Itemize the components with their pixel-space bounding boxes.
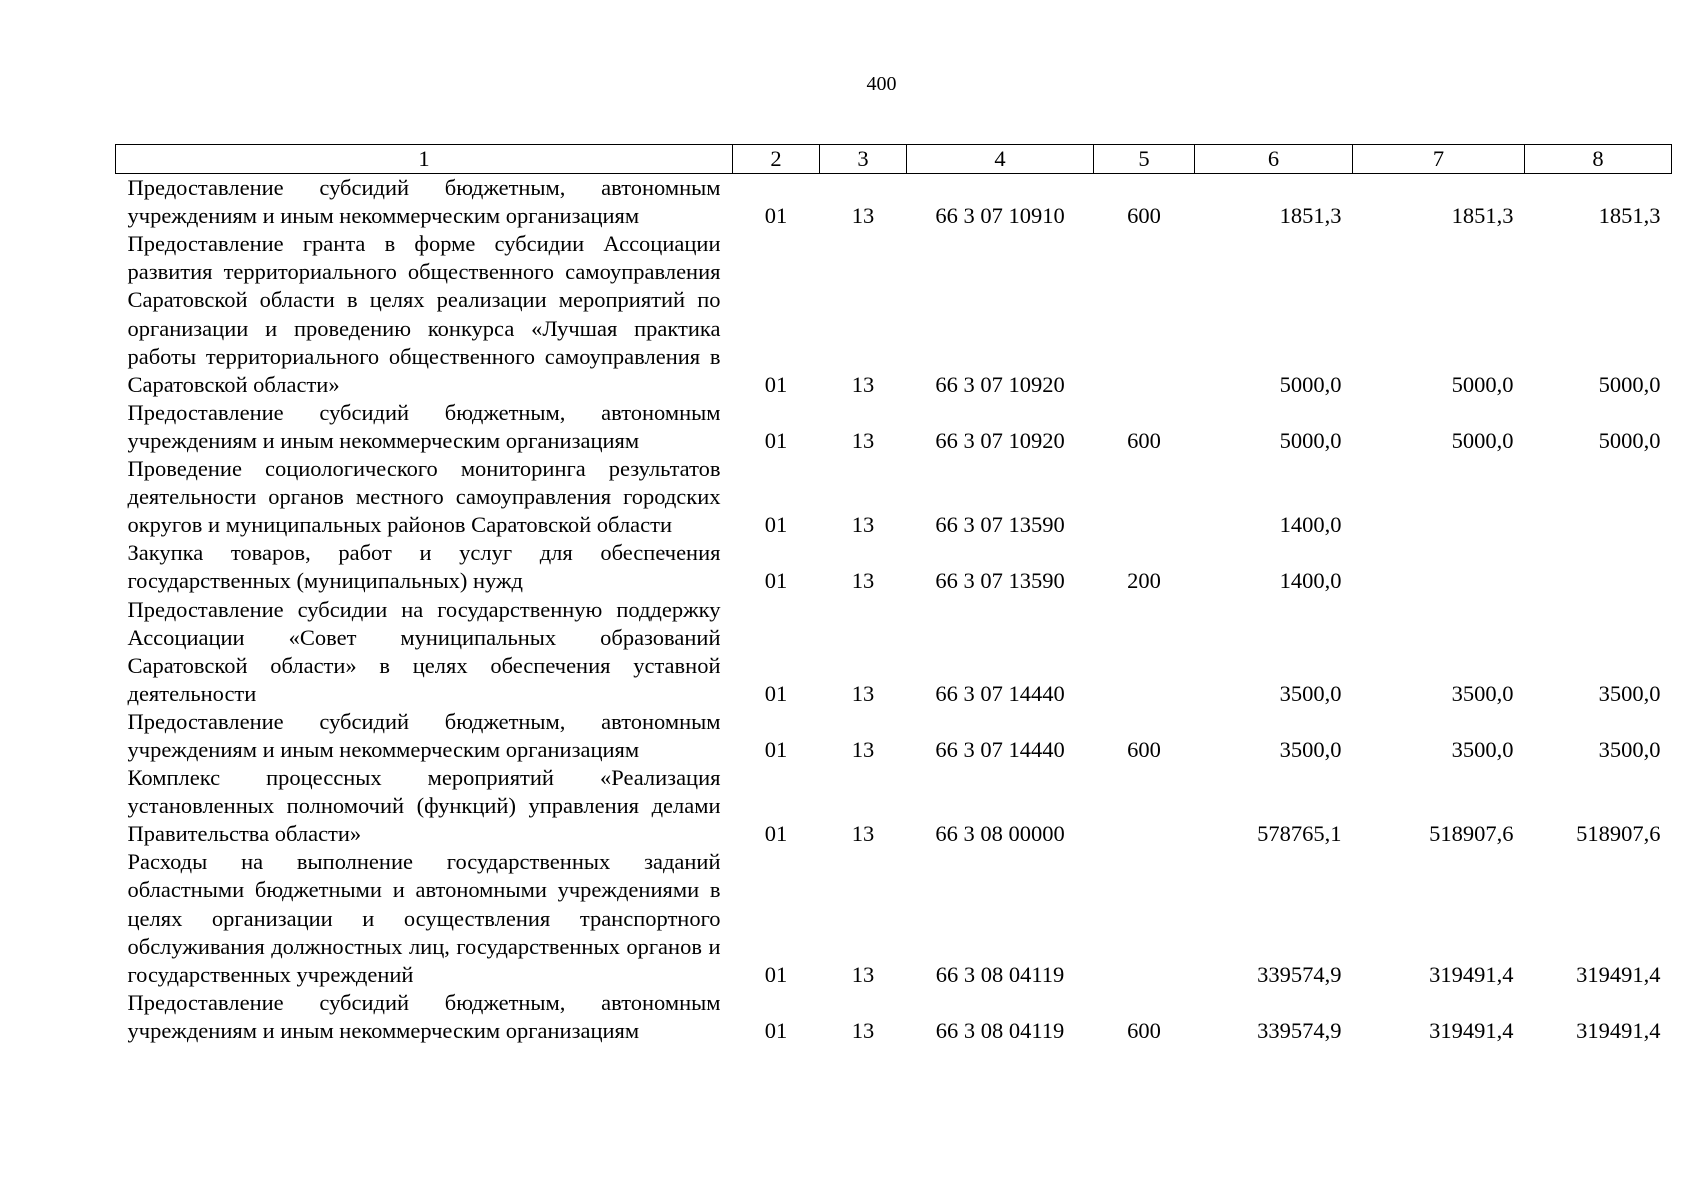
amount-year-3-cell: 5000,0 bbox=[1598, 371, 1661, 397]
column-header: 7 bbox=[1353, 145, 1525, 174]
table-row bbox=[116, 764, 1672, 848]
subsection-code-cell: 13 bbox=[851, 427, 875, 453]
table-row bbox=[116, 596, 1672, 708]
amount-year-3-cell bbox=[1525, 455, 1672, 539]
subsection-code-cell: 13 bbox=[851, 680, 875, 706]
amount-year-3-cell: 319491,4 bbox=[1576, 961, 1661, 987]
table-row bbox=[116, 399, 1672, 455]
expense-type-cell: 600 bbox=[1127, 203, 1161, 229]
table-row bbox=[116, 848, 1672, 988]
row-name-cell: Комплекс процессных мероприятий «Реализация установленных полномочий (функций) управления делами Правительства области» bbox=[127, 765, 721, 847]
target-article-cell: 66 3 07 14440 bbox=[935, 680, 1065, 706]
target-article-cell: 66 3 07 10920 bbox=[935, 371, 1065, 397]
section-code-cell: 01 bbox=[764, 821, 788, 847]
amount-year-2-cell bbox=[1353, 455, 1525, 539]
subsection-code-cell: 13 bbox=[851, 371, 875, 397]
subsection-code-cell: 13 bbox=[851, 821, 875, 847]
column-header: 1 bbox=[116, 145, 733, 174]
target-article-cell: 66 3 07 13590 bbox=[935, 512, 1065, 538]
section-code-cell: 01 bbox=[764, 568, 788, 594]
amount-year-3-cell: 518907,6 bbox=[1576, 821, 1661, 847]
amount-year-1-cell: 578765,1 bbox=[1257, 821, 1342, 847]
amount-year-1-cell: 1400,0 bbox=[1279, 512, 1342, 538]
table-row bbox=[116, 174, 1672, 231]
column-header: 5 bbox=[1094, 145, 1195, 174]
amount-year-1-cell: 5000,0 bbox=[1279, 427, 1342, 453]
table-row bbox=[116, 455, 1672, 539]
expense-type-cell: 600 bbox=[1127, 736, 1161, 762]
table-row bbox=[116, 539, 1672, 595]
column-header: 3 bbox=[820, 145, 907, 174]
page-number: 400 bbox=[866, 73, 897, 95]
amount-year-3-cell: 319491,4 bbox=[1576, 1017, 1661, 1043]
target-article-cell: 66 3 07 10920 bbox=[935, 427, 1065, 453]
section-code-cell: 01 bbox=[764, 736, 788, 762]
section-code-cell: 01 bbox=[764, 203, 788, 229]
table-row bbox=[116, 708, 1672, 764]
row-name-cell: Предоставление субсидии на государственную поддержку Ассоциации «Совет муниципальных образований Саратовской области» в целях обеспечения уставной деятельности bbox=[127, 596, 721, 706]
expense-type-cell bbox=[1094, 230, 1195, 399]
column-header: 8 bbox=[1525, 145, 1672, 174]
expense-type-cell: 200 bbox=[1127, 568, 1161, 594]
column-header: 4 bbox=[907, 145, 1094, 174]
subsection-code-cell: 13 bbox=[851, 736, 875, 762]
amount-year-1-cell: 339574,9 bbox=[1257, 1017, 1342, 1043]
row-name-cell: Предоставление субсидий бюджетным, автономным учреждениям и иным некоммерческим организациям bbox=[127, 175, 721, 229]
amount-year-3-cell: 3500,0 bbox=[1598, 736, 1661, 762]
table-header-row bbox=[116, 145, 1672, 174]
target-article-cell: 66 3 07 13590 bbox=[935, 568, 1065, 594]
budget-table bbox=[115, 144, 1672, 1045]
amount-year-1-cell: 339574,9 bbox=[1257, 961, 1342, 987]
amount-year-3-cell bbox=[1525, 539, 1672, 595]
table-row bbox=[116, 989, 1672, 1045]
expense-type-cell bbox=[1094, 455, 1195, 539]
row-name-cell: Предоставление субсидий бюджетным, автономным учреждениям и иным некоммерческим организациям bbox=[127, 399, 721, 453]
amount-year-1-cell: 3500,0 bbox=[1279, 680, 1342, 706]
column-header: 6 bbox=[1195, 145, 1353, 174]
table-row bbox=[116, 230, 1672, 399]
amount-year-2-cell: 3500,0 bbox=[1451, 736, 1514, 762]
amount-year-2-cell bbox=[1353, 539, 1525, 595]
row-name-cell: Проведение социологического мониторинга результатов деятельности органов местного самоуправления городских округов и муниципальных районов Саратовской области bbox=[127, 456, 721, 538]
expense-type-cell: 600 bbox=[1127, 427, 1161, 453]
subsection-code-cell: 13 bbox=[851, 568, 875, 594]
subsection-code-cell: 13 bbox=[851, 203, 875, 229]
target-article-cell: 66 3 08 00000 bbox=[935, 821, 1065, 847]
expense-type-cell bbox=[1094, 764, 1195, 848]
amount-year-3-cell: 3500,0 bbox=[1598, 680, 1661, 706]
amount-year-2-cell: 1851,3 bbox=[1451, 203, 1514, 229]
amount-year-2-cell: 3500,0 bbox=[1451, 680, 1514, 706]
expense-type-cell: 600 bbox=[1127, 1017, 1161, 1043]
section-code-cell: 01 bbox=[764, 512, 788, 538]
amount-year-2-cell: 5000,0 bbox=[1451, 371, 1514, 397]
target-article-cell: 66 3 08 04119 bbox=[935, 961, 1065, 987]
row-name-cell: Расходы на выполнение государственных заданий областными бюджетными и автономными учреждениями в целях организации и осуществления транспортного обслуживания должностных лиц, государственных органов и государственных учреждений bbox=[127, 849, 721, 987]
row-name-cell: Предоставление субсидий бюджетным, автономным учреждениям и иным некоммерческим организациям bbox=[127, 708, 721, 762]
subsection-code-cell: 13 bbox=[851, 512, 875, 538]
amount-year-1-cell: 1851,3 bbox=[1279, 203, 1342, 229]
section-code-cell: 01 bbox=[764, 961, 788, 987]
section-code-cell: 01 bbox=[764, 371, 788, 397]
amount-year-2-cell: 5000,0 bbox=[1451, 427, 1514, 453]
section-code-cell: 01 bbox=[764, 427, 788, 453]
target-article-cell: 66 3 07 10910 bbox=[935, 203, 1065, 229]
amount-year-1-cell: 1400,0 bbox=[1279, 568, 1342, 594]
target-article-cell: 66 3 07 14440 bbox=[935, 736, 1065, 762]
section-code-cell: 01 bbox=[764, 680, 788, 706]
amount-year-3-cell: 5000,0 bbox=[1598, 427, 1661, 453]
subsection-code-cell: 13 bbox=[851, 1017, 875, 1043]
amount-year-2-cell: 319491,4 bbox=[1429, 1017, 1514, 1043]
amount-year-2-cell: 518907,6 bbox=[1429, 821, 1514, 847]
row-name-cell: Закупка товаров, работ и услуг для обеспечения государственных (муниципальных) нужд bbox=[127, 540, 721, 594]
row-name-cell: Предоставление субсидий бюджетным, автономным учреждениям и иным некоммерческим организациям bbox=[127, 989, 721, 1043]
amount-year-1-cell: 3500,0 bbox=[1279, 736, 1342, 762]
amount-year-2-cell: 319491,4 bbox=[1429, 961, 1514, 987]
column-header: 2 bbox=[733, 145, 820, 174]
expense-type-cell bbox=[1094, 596, 1195, 708]
expense-type-cell bbox=[1094, 848, 1195, 988]
row-name-cell: Предоставление гранта в форме субсидии Ассоциации развития территориального общественного самоуправления Саратовской области в целях реализации мероприятий по организации и проведению конкурса «Лучшая практика работы территориального общественного самоуправления в Саратовской области» bbox=[127, 231, 721, 397]
target-article-cell: 66 3 08 04119 bbox=[935, 1017, 1065, 1043]
amount-year-1-cell: 5000,0 bbox=[1279, 371, 1342, 397]
subsection-code-cell: 13 bbox=[851, 961, 875, 987]
amount-year-3-cell: 1851,3 bbox=[1598, 203, 1661, 229]
section-code-cell: 01 bbox=[764, 1017, 788, 1043]
